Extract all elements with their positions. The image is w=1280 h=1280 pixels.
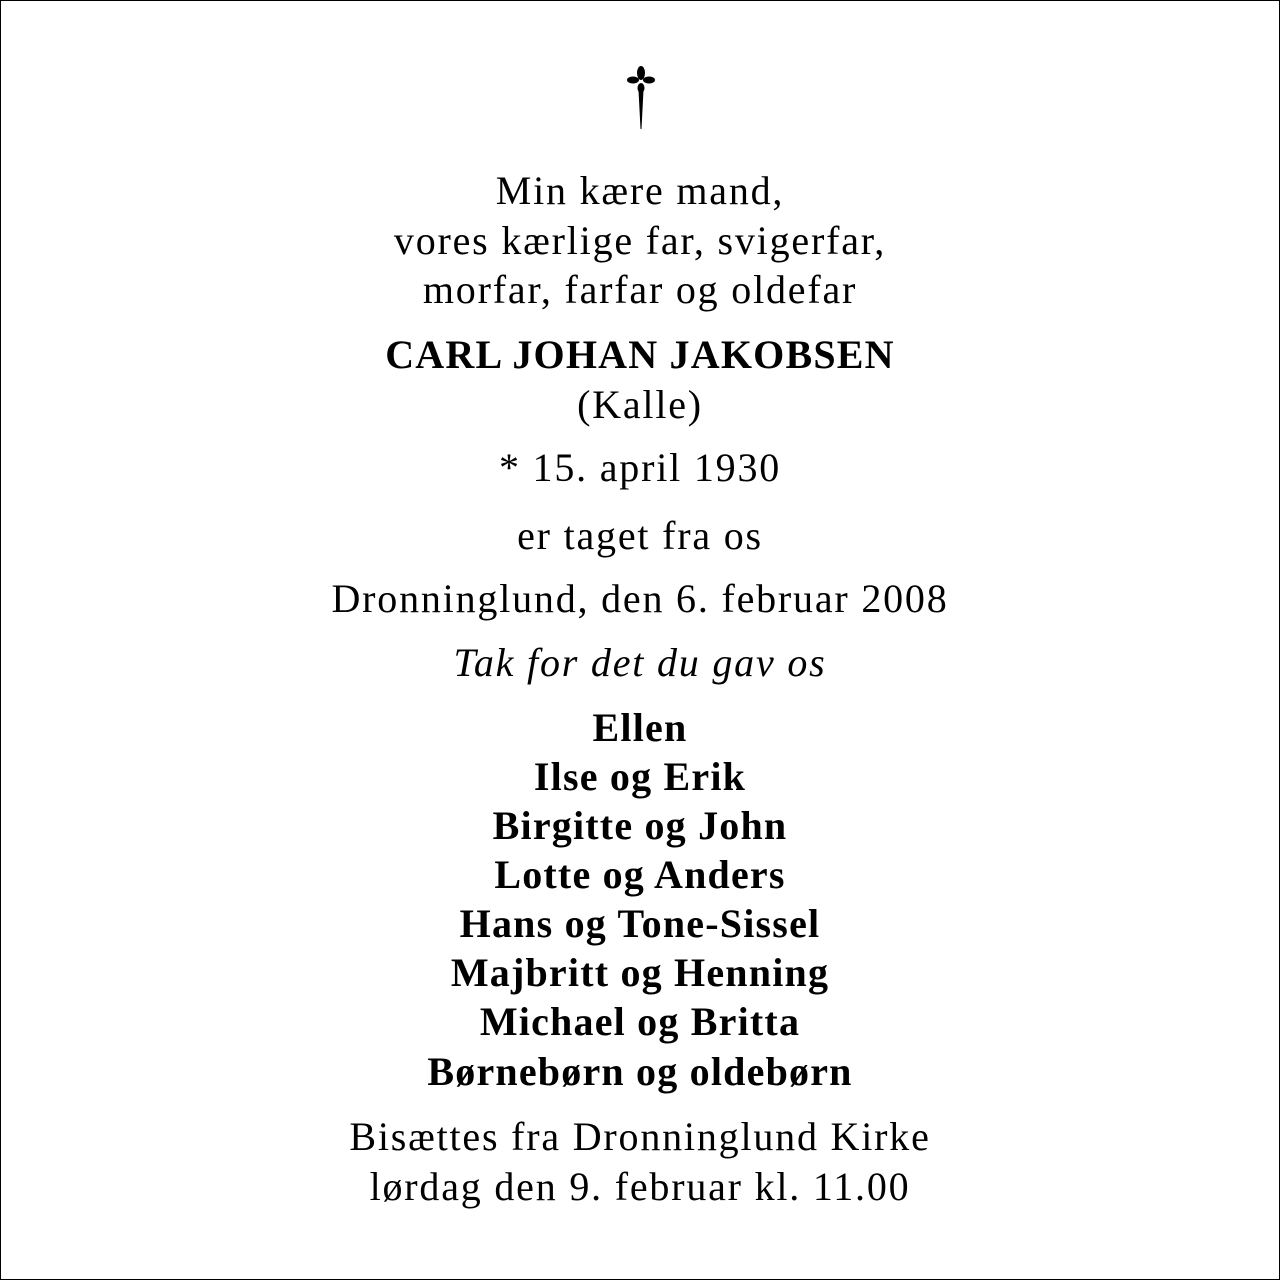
family-member: Ilse og Erik [533,754,747,799]
family-member: Hans og Tone-Sissel [459,901,821,946]
family-member: Børnebørn og oldebørn [427,1049,853,1094]
intro-line: morfar, farfar og oldefar [422,267,858,312]
funeral-info: Bisættes fra Dronninglund Kirke [349,1114,931,1159]
birth-date: * 15. april 1930 [498,445,782,490]
cross-icon [624,63,658,133]
family-member: Majbritt og Henning [450,950,830,995]
family-member: Birgitte og John [492,803,788,848]
deceased-name: CARL JOHAN JAKOBSEN [385,332,895,377]
nickname: (Kalle) [577,382,703,427]
passed-text: er taget fra os [517,513,763,558]
funeral-info: lørdag den 9. februar kl. 11.00 [369,1164,911,1209]
intro-line: vores kærlige far, svigerfar, [393,218,887,263]
intro-line: Min kære mand, [495,168,785,213]
family-member: Lotte og Anders [494,852,786,897]
family-member: Michael og Britta [479,999,801,1044]
thanks-text: Tak for det du gav os [453,640,827,685]
family-member: Ellen [592,705,688,750]
place-date: Dronninglund, den 6. februar 2008 [331,576,949,621]
